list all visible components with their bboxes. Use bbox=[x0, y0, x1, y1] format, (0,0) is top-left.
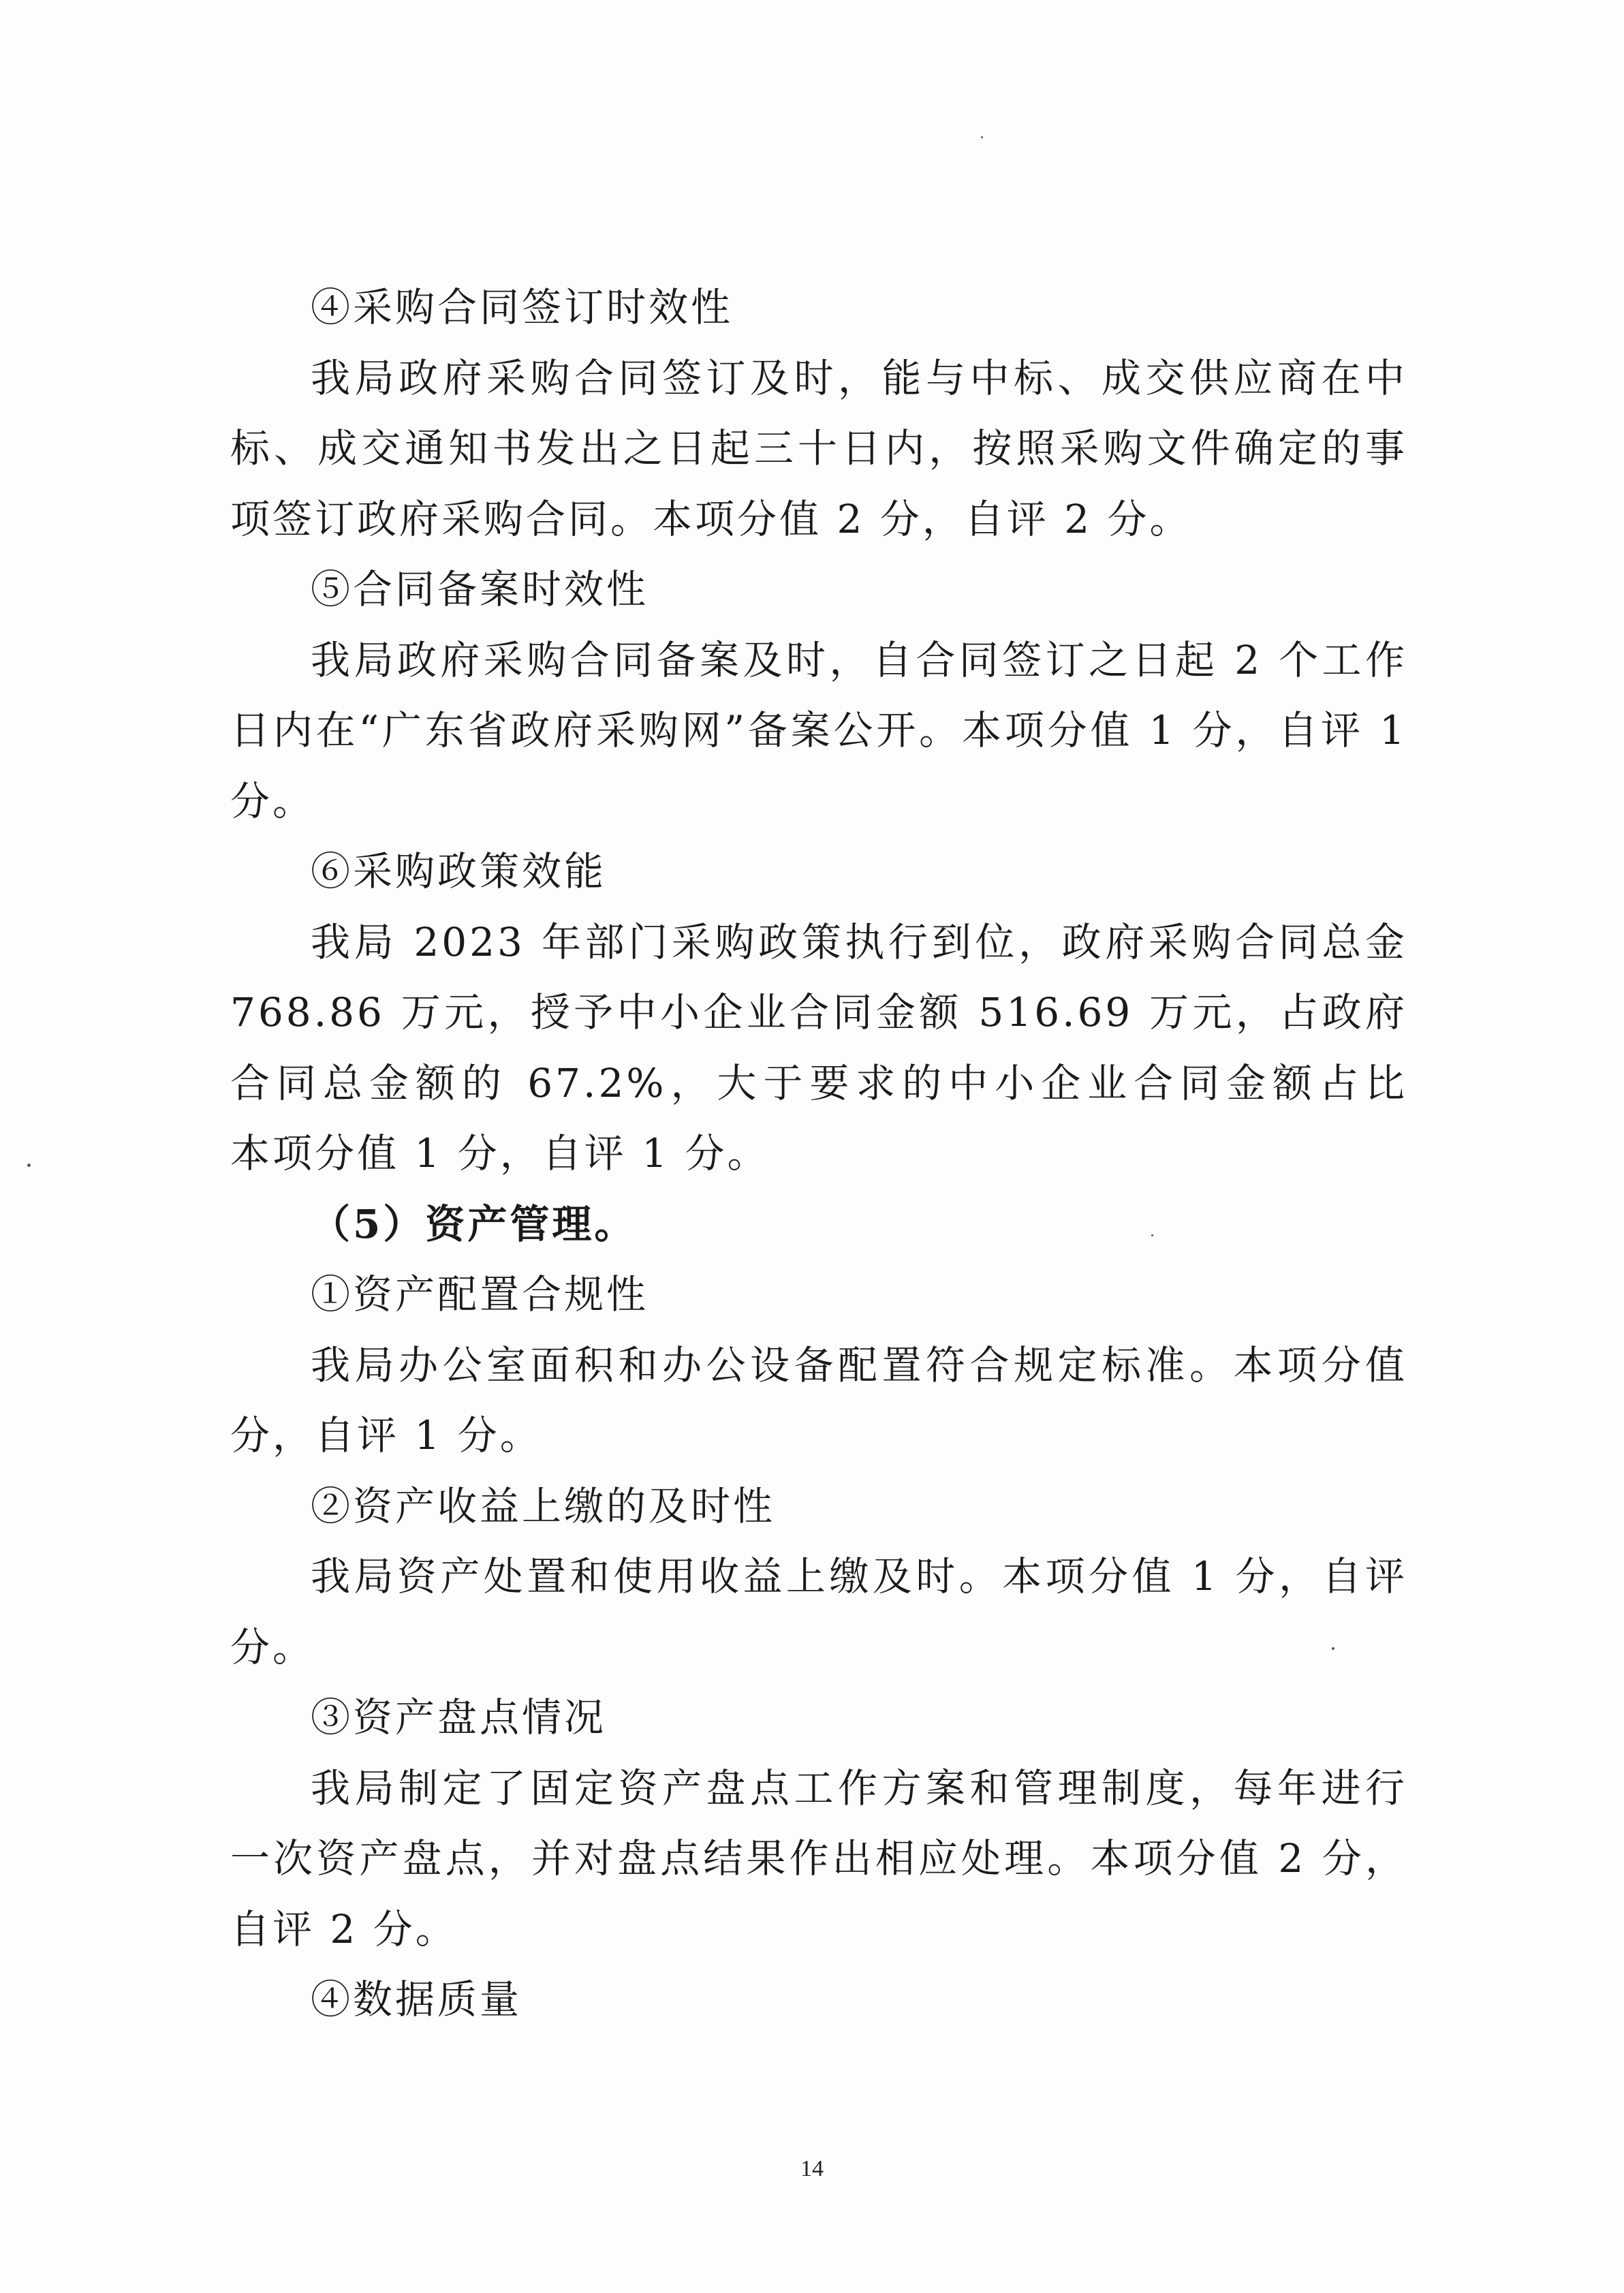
paragraph-line: 标、成交通知书发出之日起三十日内，按照采购文件确定的事 bbox=[230, 425, 1407, 471]
paragraph-line: 合同总金额的 67.2%，大于要求的中小企业合同金额占比 bbox=[230, 1059, 1407, 1106]
document-body bbox=[230, 272, 1407, 2035]
paragraph-line: 我局政府采购合同签订及时，能与中标、成交供应商在中 bbox=[311, 354, 1407, 401]
paragraph-line: 本项分值 1 分，自评 1 分。 bbox=[230, 1130, 770, 1176]
subsection-heading: ⑤合同备案时效性 bbox=[311, 566, 649, 612]
paragraph-line: 分。 bbox=[230, 777, 315, 824]
paragraph-line: 自评 2 分。 bbox=[230, 1905, 458, 1952]
paragraph-line: 我局 2023 年部门采购政策执行到位，政府采购合同总金 bbox=[311, 918, 1407, 965]
subsection-heading: ④数据质量 bbox=[311, 1976, 522, 2023]
paragraph-line: 我局资产处置和使用收益上缴及时。本项分值 1 分，自评 bbox=[311, 1553, 1407, 1600]
scan-speck bbox=[1332, 1647, 1334, 1650]
paragraph-line: 项签订政府采购合同。本项分值 2 分，自评 2 分。 bbox=[230, 495, 1192, 542]
subsection-heading: ④采购合同签订时效性 bbox=[311, 284, 734, 330]
subsection-heading: ①资产配置合规性 bbox=[311, 1271, 649, 1317]
paragraph-line: 一次资产盘点，并对盘点结果作出相应处理。本项分值 2 分， bbox=[230, 1835, 1407, 1882]
subsection-heading: ⑥采购政策效能 bbox=[311, 848, 607, 894]
scan-speck bbox=[981, 136, 983, 138]
paragraph-line: 分，自评 1 分。 bbox=[230, 1412, 542, 1459]
paragraph-line: 分。 bbox=[230, 1623, 315, 1670]
scan-speck bbox=[1151, 1234, 1153, 1236]
scan-speck bbox=[27, 1164, 31, 1167]
paragraph-line: 我局政府采购合同备案及时，自合同签订之日起 2 个工作 bbox=[311, 636, 1407, 683]
subsection-heading: ③资产盘点情况 bbox=[311, 1694, 607, 1741]
paragraph-line: 我局制定了固定资产盘点工作方案和管理制度，每年进行 bbox=[311, 1764, 1407, 1811]
page-number: 14 bbox=[800, 2156, 824, 2181]
paragraph-line: 我局办公室面积和办公设备配置符合规定标准。本项分值 bbox=[311, 1341, 1407, 1388]
section-heading: （5）资产管理。 bbox=[311, 1200, 637, 1247]
subsection-heading: ②资产收益上缴的及时性 bbox=[311, 1482, 776, 1529]
paragraph-line: 768.86 万元，授予中小企业合同金额 516.69 万元，占政府 bbox=[230, 989, 1407, 1035]
paragraph-line: 日内在“广东省政府采购网”备案公开。本项分值 1 分，自评 1 bbox=[230, 707, 1407, 753]
